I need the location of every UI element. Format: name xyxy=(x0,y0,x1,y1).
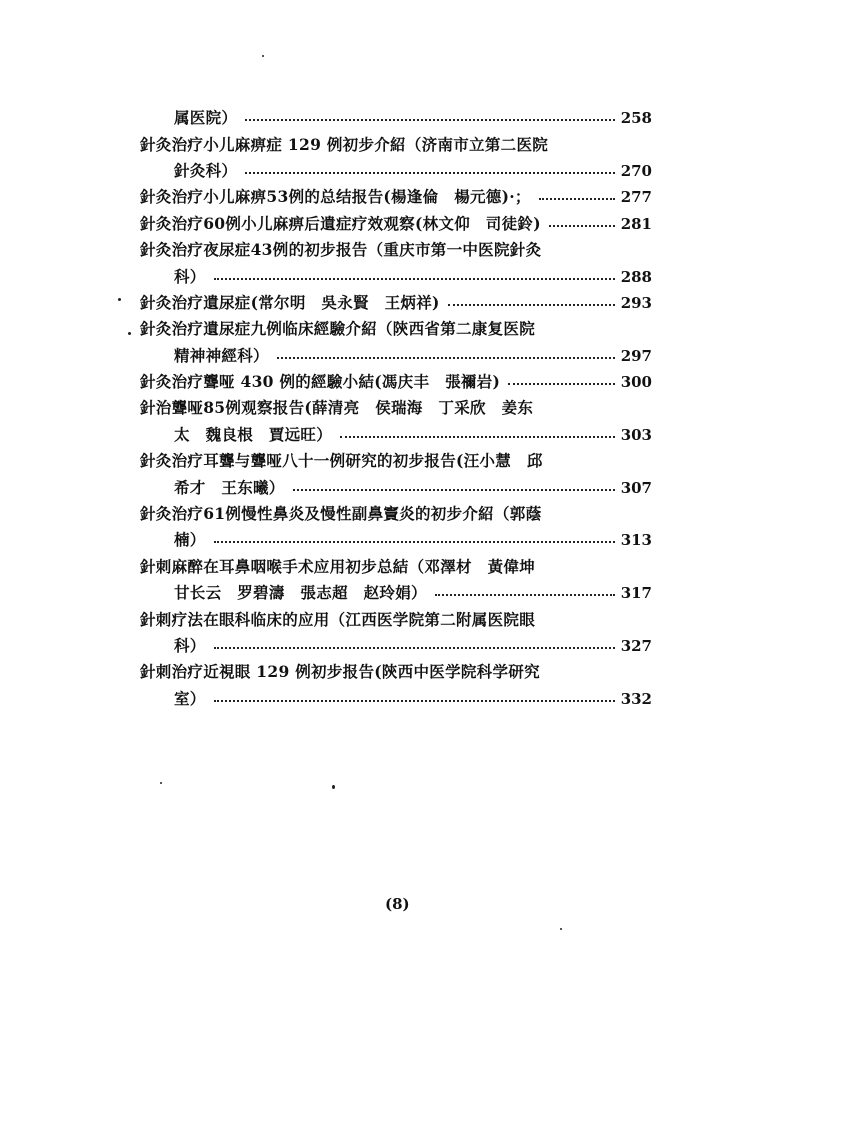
toc-entry-continuation xyxy=(140,474,652,500)
entry-page-number: 313 xyxy=(620,531,652,550)
entry-page-number: 277 xyxy=(620,188,652,207)
entry-title: 科） xyxy=(174,266,206,286)
toc-entry xyxy=(140,395,652,421)
entry-page-number: 270 xyxy=(620,161,652,180)
scan-speck xyxy=(560,928,562,930)
entry-title: 楠） xyxy=(174,530,206,550)
entry-page-number: 281 xyxy=(620,214,652,233)
dot-leader xyxy=(549,225,615,227)
toc-entry xyxy=(140,290,652,316)
entry-title: 希才 王东曦） xyxy=(174,477,285,497)
dot-leader xyxy=(214,647,615,649)
scan-speck xyxy=(118,298,121,301)
entry-page-number: 288 xyxy=(620,267,652,286)
entry-title: 針灸治疗聾哑 430 例的經驗小結(馮庆丰 張禰岩) xyxy=(140,372,501,392)
toc-entry xyxy=(140,105,652,131)
entry-title: 針刺疗法在眼科临床的应用（江西医学院第二附属医院眼 xyxy=(140,609,536,629)
toc-entry-continuation xyxy=(140,580,652,606)
page-folio: (8) xyxy=(385,895,410,913)
entry-title: 室） xyxy=(174,688,206,708)
entry-title: 針灸科） xyxy=(174,160,238,180)
entry-title: 針灸治疗60例小儿麻痹后遺症疗效观察(林文仰 司徒鈴) xyxy=(140,213,541,233)
entry-page-number: 332 xyxy=(620,689,652,708)
entry-title: 太 魏良根 賈远旺） xyxy=(174,424,333,444)
toc-entry-continuation xyxy=(140,686,652,712)
toc-entry-continuation xyxy=(140,158,652,184)
entry-title: 精神神經科） xyxy=(174,345,269,365)
entry-title: 針灸治疗遺尿症九例临床經驗介紹（陝西省第二康复医院 xyxy=(140,319,536,339)
dot-leader xyxy=(214,278,615,280)
entry-page-number: 303 xyxy=(620,425,652,444)
toc-entry xyxy=(140,501,652,527)
entry-title: 針灸治疗小儿麻痹症 129 例初步介紹（济南市立第二医院 xyxy=(140,134,549,154)
entry-title: 針灸治疗61例慢性鼻炎及慢性副鼻竇炎的初步介紹（郭蔭 xyxy=(140,504,542,524)
dot-leader xyxy=(448,304,615,306)
entry-page-number: 258 xyxy=(620,109,652,128)
toc-entry xyxy=(140,554,652,580)
toc-entry xyxy=(140,448,652,474)
toc-entry-continuation xyxy=(140,422,652,448)
scan-speck xyxy=(332,785,335,789)
entry-title: 針灸治疗夜尿症43例的初步报告（重庆市第一中医院針灸 xyxy=(140,240,542,260)
entry-title: 針刺麻醉在耳鼻咽喉手术应用初步总結（邓澤材 黃偉坤 xyxy=(140,556,536,576)
toc-entry xyxy=(140,659,652,685)
entry-page-number: 317 xyxy=(620,584,652,603)
toc-entry xyxy=(140,131,652,157)
entry-title: 針刺治疗近視眼 129 例初步报告(陝西中医学院科学研究 xyxy=(140,662,540,682)
toc-entry xyxy=(140,211,652,237)
toc-entry xyxy=(140,316,652,342)
scan-speck xyxy=(160,782,162,784)
toc-entry xyxy=(140,369,652,395)
toc-entry xyxy=(140,606,652,632)
entry-title: 針灸治疗小儿麻痹53例的总结报告(楊逢倫 楊元德)·； xyxy=(140,187,531,207)
entry-page-number: 307 xyxy=(620,478,652,497)
toc-entry-continuation xyxy=(140,343,652,369)
entry-page-number: 293 xyxy=(620,293,652,312)
toc-entry xyxy=(140,184,652,210)
toc-entry-continuation xyxy=(140,633,652,659)
toc-entry-continuation xyxy=(140,527,652,553)
entry-page-number: 297 xyxy=(620,346,652,365)
toc-entry-continuation xyxy=(140,263,652,289)
dot-leader xyxy=(277,357,615,359)
toc-entry xyxy=(140,237,652,263)
dot-leader xyxy=(435,594,615,596)
table-of-contents xyxy=(140,105,652,712)
dot-leader xyxy=(245,172,614,174)
entry-title: 針灸治疗耳聾与聾哑八十一例研究的初步报告(汪小慧 邱 xyxy=(140,451,543,471)
dot-leader xyxy=(539,198,615,200)
dot-leader xyxy=(245,119,614,121)
entry-title: 属医院） xyxy=(174,108,238,128)
dot-leader xyxy=(508,383,615,385)
entry-title: 科） xyxy=(174,636,206,655)
scan-speck xyxy=(262,55,264,57)
dot-leader xyxy=(293,489,615,491)
entry-title: 針灸治疗遺尿症(常尔明 吳永賢 王炳祥) xyxy=(140,292,440,312)
scan-speck xyxy=(128,332,131,335)
dot-leader xyxy=(214,700,615,702)
entry-title: 針治聾哑85例观察报告(薛清亮 侯瑞海 丁采欣 姜东 xyxy=(140,398,534,418)
entry-title: 甘长云 罗碧濤 張志超 赵玲娟） xyxy=(174,583,427,603)
dot-leader xyxy=(214,541,615,543)
dot-leader xyxy=(340,436,615,438)
entry-page-number: 327 xyxy=(620,637,652,655)
entry-page-number: 300 xyxy=(620,373,652,392)
